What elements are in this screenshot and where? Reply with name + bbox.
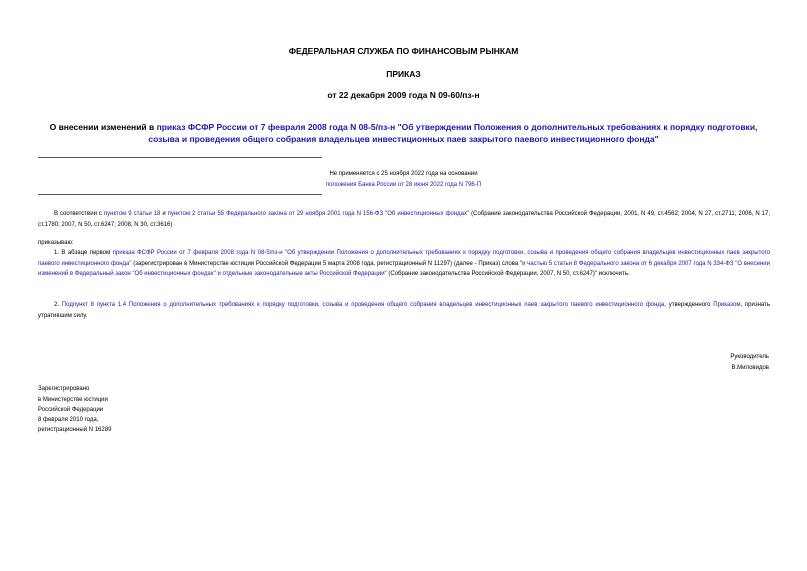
orders-line: приказываю:: [38, 240, 74, 246]
bank-regulation-link[interactable]: положения Банка России от 28 июня 2022 года N 796-П: [325, 182, 482, 188]
title-order-link[interactable]: приказ ФСФР России от 7 февраля 2008 года N 08-5/пз-н "Об утверждении Положения о дополнительных требованиях к порядку подготовки, созыва и проведения общего собрания владельцев инвестиционных паев закрытого паевого инвестиционного фонда": [148, 122, 758, 144]
federal-law-334-link[interactable]: и частью 5 статьи 8 Федерального закона от 6 декабря 2007 года N 334-ФЗ "О внесении изменений в Федеральный закон "Об инвестиционных фондах" и отдельные законодательные акты Российской Федерации": [38, 260, 770, 277]
document-title: [40, 121, 767, 145]
item-1-text-1: 1. В абзаце первом: [54, 250, 113, 256]
federal-law-link[interactable]: пунктом 2 статьи 55 Федерального закона от 29 ноября 2001 года N 156-ФЗ "Об инвестиционных фондах": [167, 211, 470, 217]
fsfr-order-link[interactable]: приказа ФСФР России от 7 февраля 2008 года N 08-5/пз-н "Об утверждении Положения о дополнительных требованиях к порядку подготовки, созыва и проведения общего собрания владельцев инвестиционных паев закрытого паевого инвестиционного фонда": [38, 250, 770, 267]
order-ref-link[interactable]: Приказом: [713, 302, 741, 308]
divider-top: [38, 157, 322, 158]
registration-line-1: Зарегистрировано: [38, 386, 90, 392]
item-2-paragraph: [38, 300, 770, 321]
item-2-text-3: , признать утратившим силу.: [38, 302, 770, 319]
doc-date-number: от 22 декабря 2009 года N 09-60/пз-н: [327, 90, 480, 100]
registration-line-4: 8 февраля 2010 года,: [38, 417, 99, 423]
signatory-title: Руководитель: [730, 354, 769, 360]
item-1-text-3: (Собрание законодательства Российской Федерации, 2007, N 50, ст.6247)" исключить.: [386, 271, 630, 277]
preamble-text-3: (Собрание законодательства Российской Федерации, 2001, N 49, ст.4562; 2004, N 27, ст.2711; 2006, N 17, ст.1780; 2007, N 50, ст.6247; 2008, N 30, ст.3616): [38, 211, 771, 228]
preamble-paragraph: [38, 209, 770, 230]
preamble-text-1: В соответствии с: [54, 211, 104, 217]
agency-heading: ФЕДЕРАЛЬНАЯ СЛУЖБА ПО ФИНАНСОВЫМ РЫНКАМ: [288, 46, 519, 56]
applicability-note-line2: [0, 180, 807, 190]
item-2-text-1: 2.: [54, 302, 62, 308]
preamble-text-2: и: [160, 211, 168, 217]
registration-line-3: Российской Федерации: [38, 407, 104, 413]
applicability-note: Не применяется с 25 ноября 2022 года на основании: [329, 171, 478, 177]
registration-line-5: регистрационный N 16289: [38, 427, 112, 433]
subclause-link[interactable]: Подпункт 8 пункта 1.4 Положения о дополнительных требованиях к порядку подготовки, созыва и проведения общего собрания владельцев инвестиционных паев закрытого паевого инвестиционного фонда: [61, 302, 665, 308]
item-1-text-2: (зарегистрирован в Министерстве юстиции Российской Федерации 5 марта 2008 года, регистрационный N 11297) (далее - Приказ) слова ": [131, 260, 523, 267]
article-18-link[interactable]: пунктом 9 статьи 18: [103, 211, 161, 217]
item-1-paragraph: [38, 248, 770, 280]
signatory-name: В.Миловидов: [731, 365, 769, 371]
item-2-text-2: , утвержденного: [664, 302, 714, 308]
title-prefix: О внесении изменений в: [49, 122, 157, 132]
divider-bottom: [38, 194, 322, 195]
doc-type-heading: ПРИКАЗ: [386, 69, 421, 79]
registration-line-2: в Министерстве юстиции: [38, 397, 108, 403]
